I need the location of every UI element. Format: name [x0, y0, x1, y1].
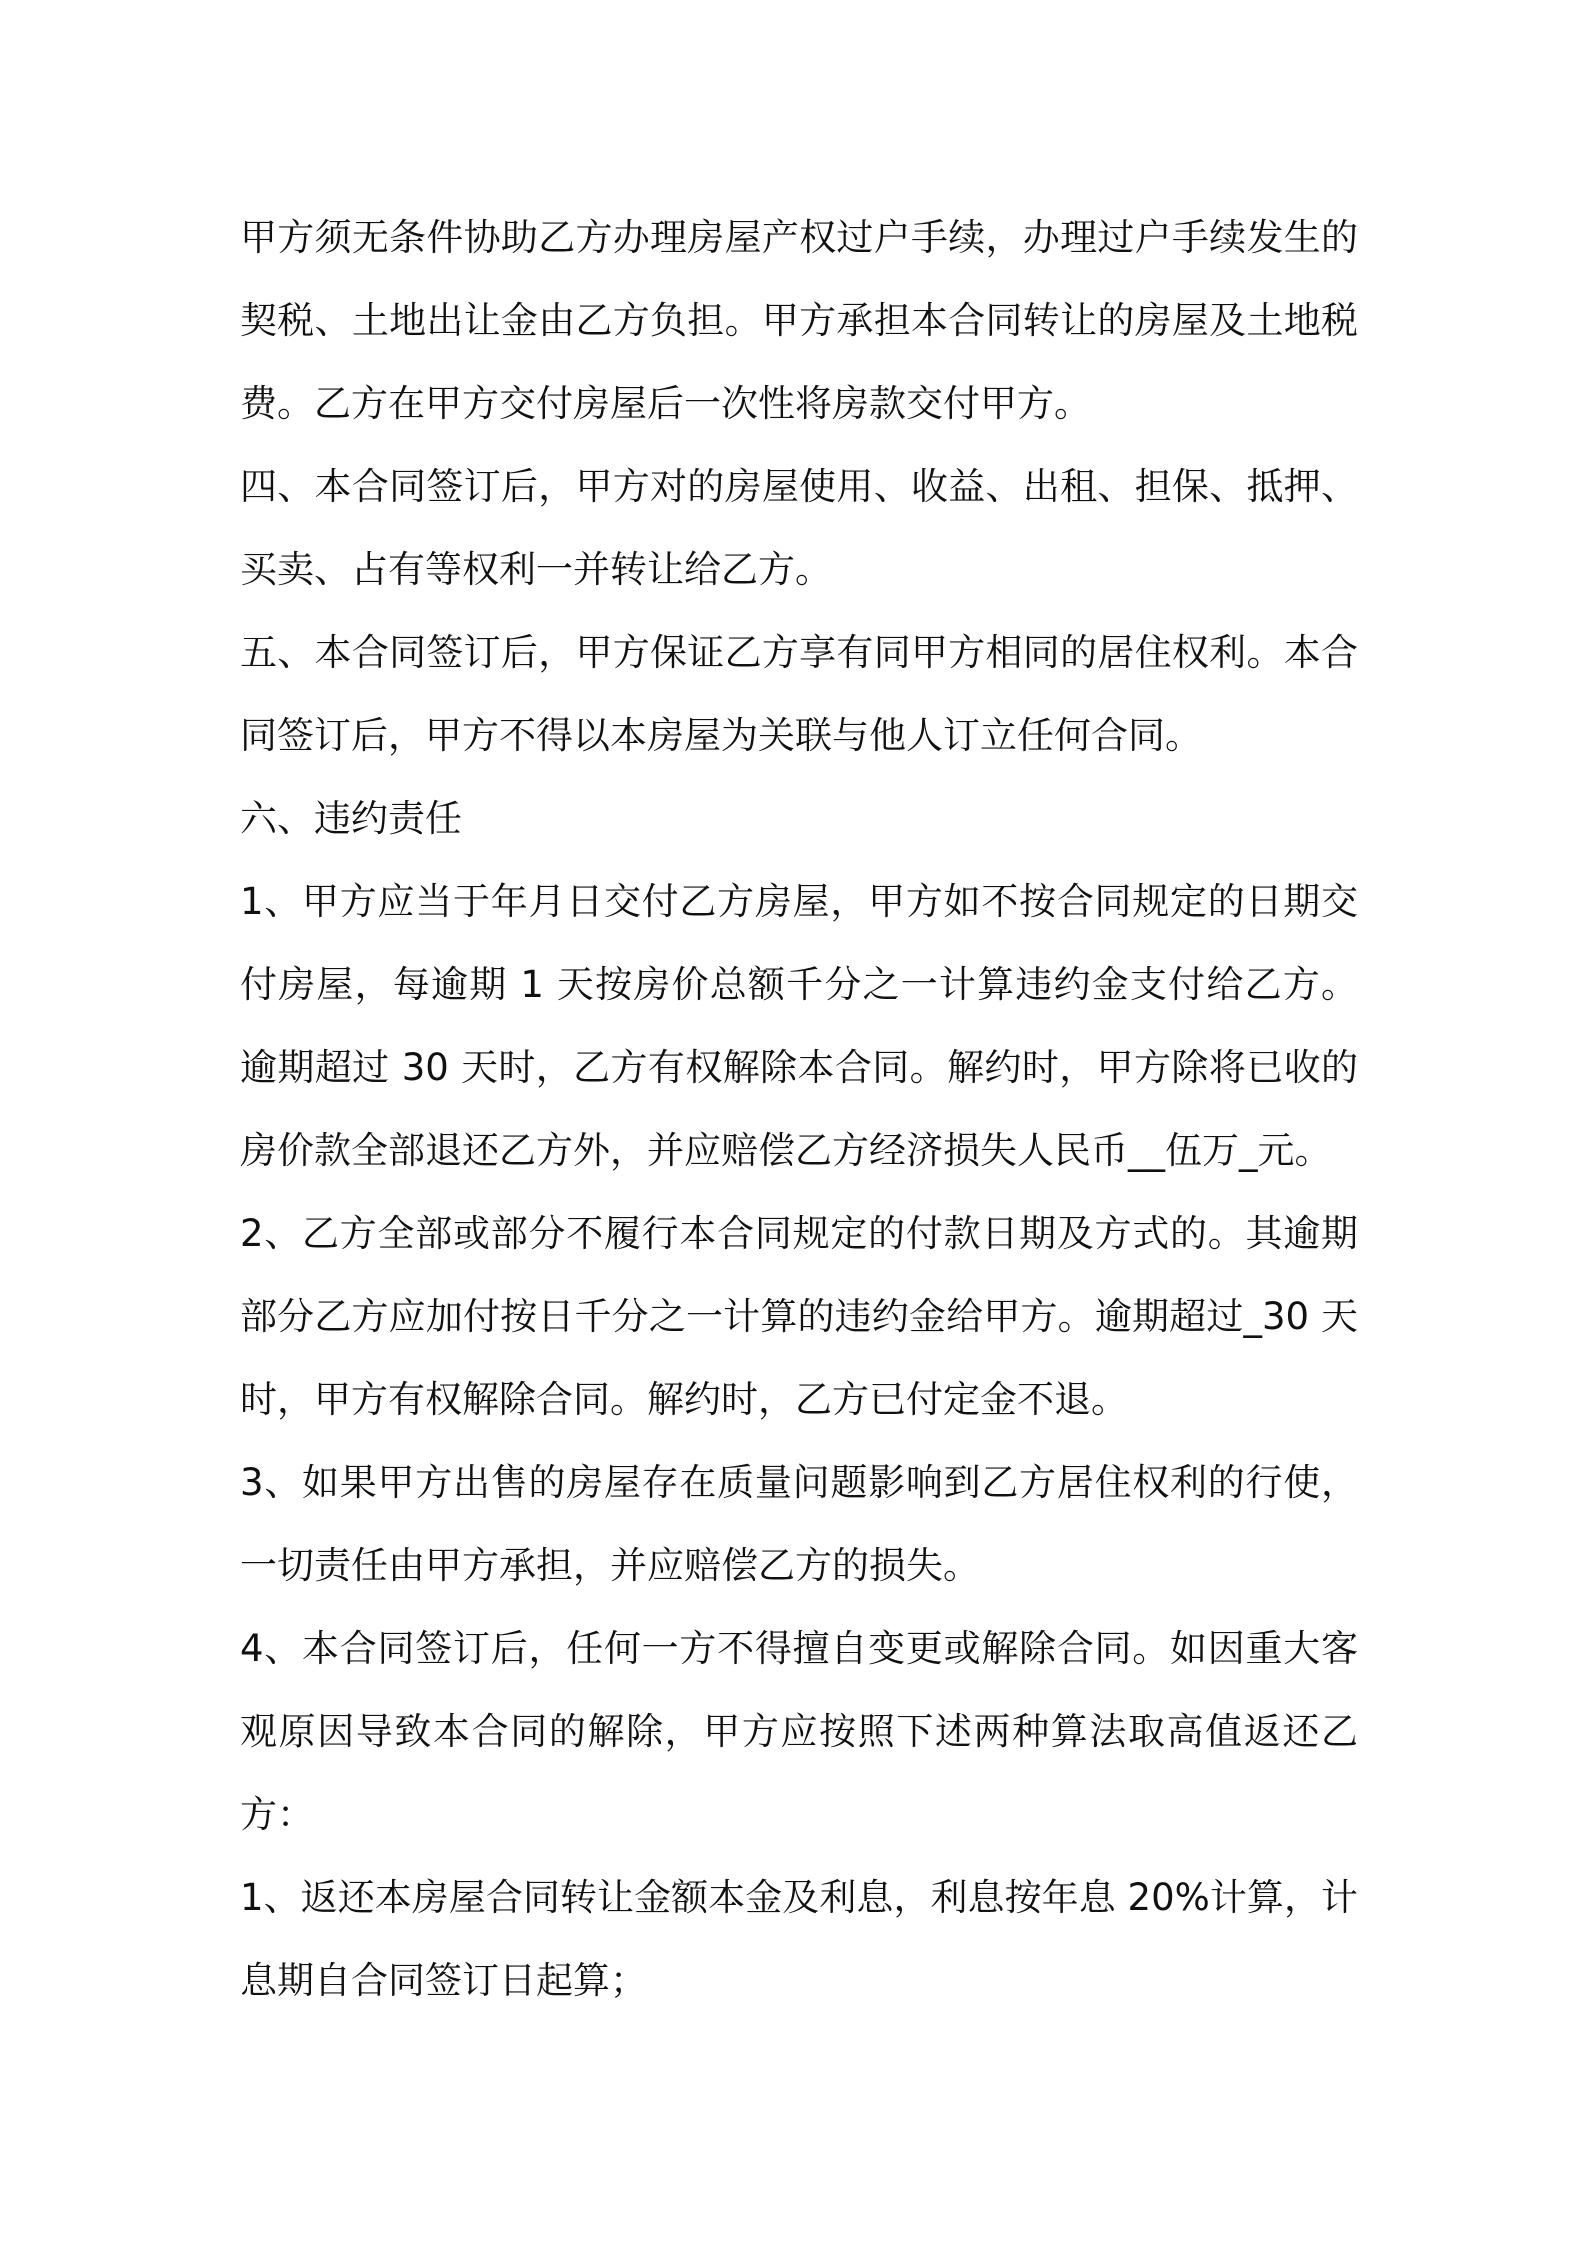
section-heading-breach-liability: 六、违约责任	[240, 797, 462, 840]
document-body	[240, 196, 1358, 2022]
paragraph-refund-method-1: 1、返还本房屋合同转让金额本金及利息，利息按年息 20%计算，计息期自合同签订日起算；	[240, 1876, 1358, 2002]
paragraph-breach-item-4: 4、本合同签订后，任何一方不得擅自变更或解除合同。如因重大客观原因导致本合同的解除，甲方应按照下述两种算法取高值返还乙方：	[240, 1627, 1358, 1836]
paragraph-breach-item-1: 1、甲方应当于年月日交付乙方房屋，甲方如不按合同规定的日期交付房屋，每逾期 1 天按房价总额千分之一计算违约金支付给乙方。逾期超过 30 天时，乙方有权解除本合同。解约时，甲方除将已收的房价款全部退还乙方外，并应赔偿乙方经济损失人民币__伍万_元。	[240, 880, 1358, 1172]
paragraph-clause-4-rights-transfer: 四、本合同签订后，甲方对的房屋使用、收益、出租、担保、抵押、买卖、占有等权利一并转让给乙方。	[240, 465, 1358, 591]
paragraph-breach-item-3: 3、如果甲方出售的房屋存在质量问题影响到乙方居住权利的行使，一切责任由甲方承担，并应赔偿乙方的损失。	[240, 1461, 1358, 1587]
paragraph-breach-item-2: 2、乙方全部或部分不履行本合同规定的付款日期及方式的。其逾期部分乙方应加付按日千分之一计算的违约金给甲方。逾期超过_30 天时，甲方有权解除合同。解约时，乙方已付定金不退。	[240, 1212, 1358, 1421]
paragraph-clause-5-residence-rights: 五、本合同签订后，甲方保证乙方享有同甲方相同的居住权利。本合同签订后，甲方不得以本房屋为关联与他人订立任何合同。	[240, 631, 1358, 757]
paragraph-transfer-procedures: 甲方须无条件协助乙方办理房屋产权过户手续，办理过户手续发生的契税、土地出让金由乙方负担。甲方承担本合同转让的房屋及土地税费。乙方在甲方交付房屋后一次性将房款交付甲方。	[240, 216, 1358, 425]
